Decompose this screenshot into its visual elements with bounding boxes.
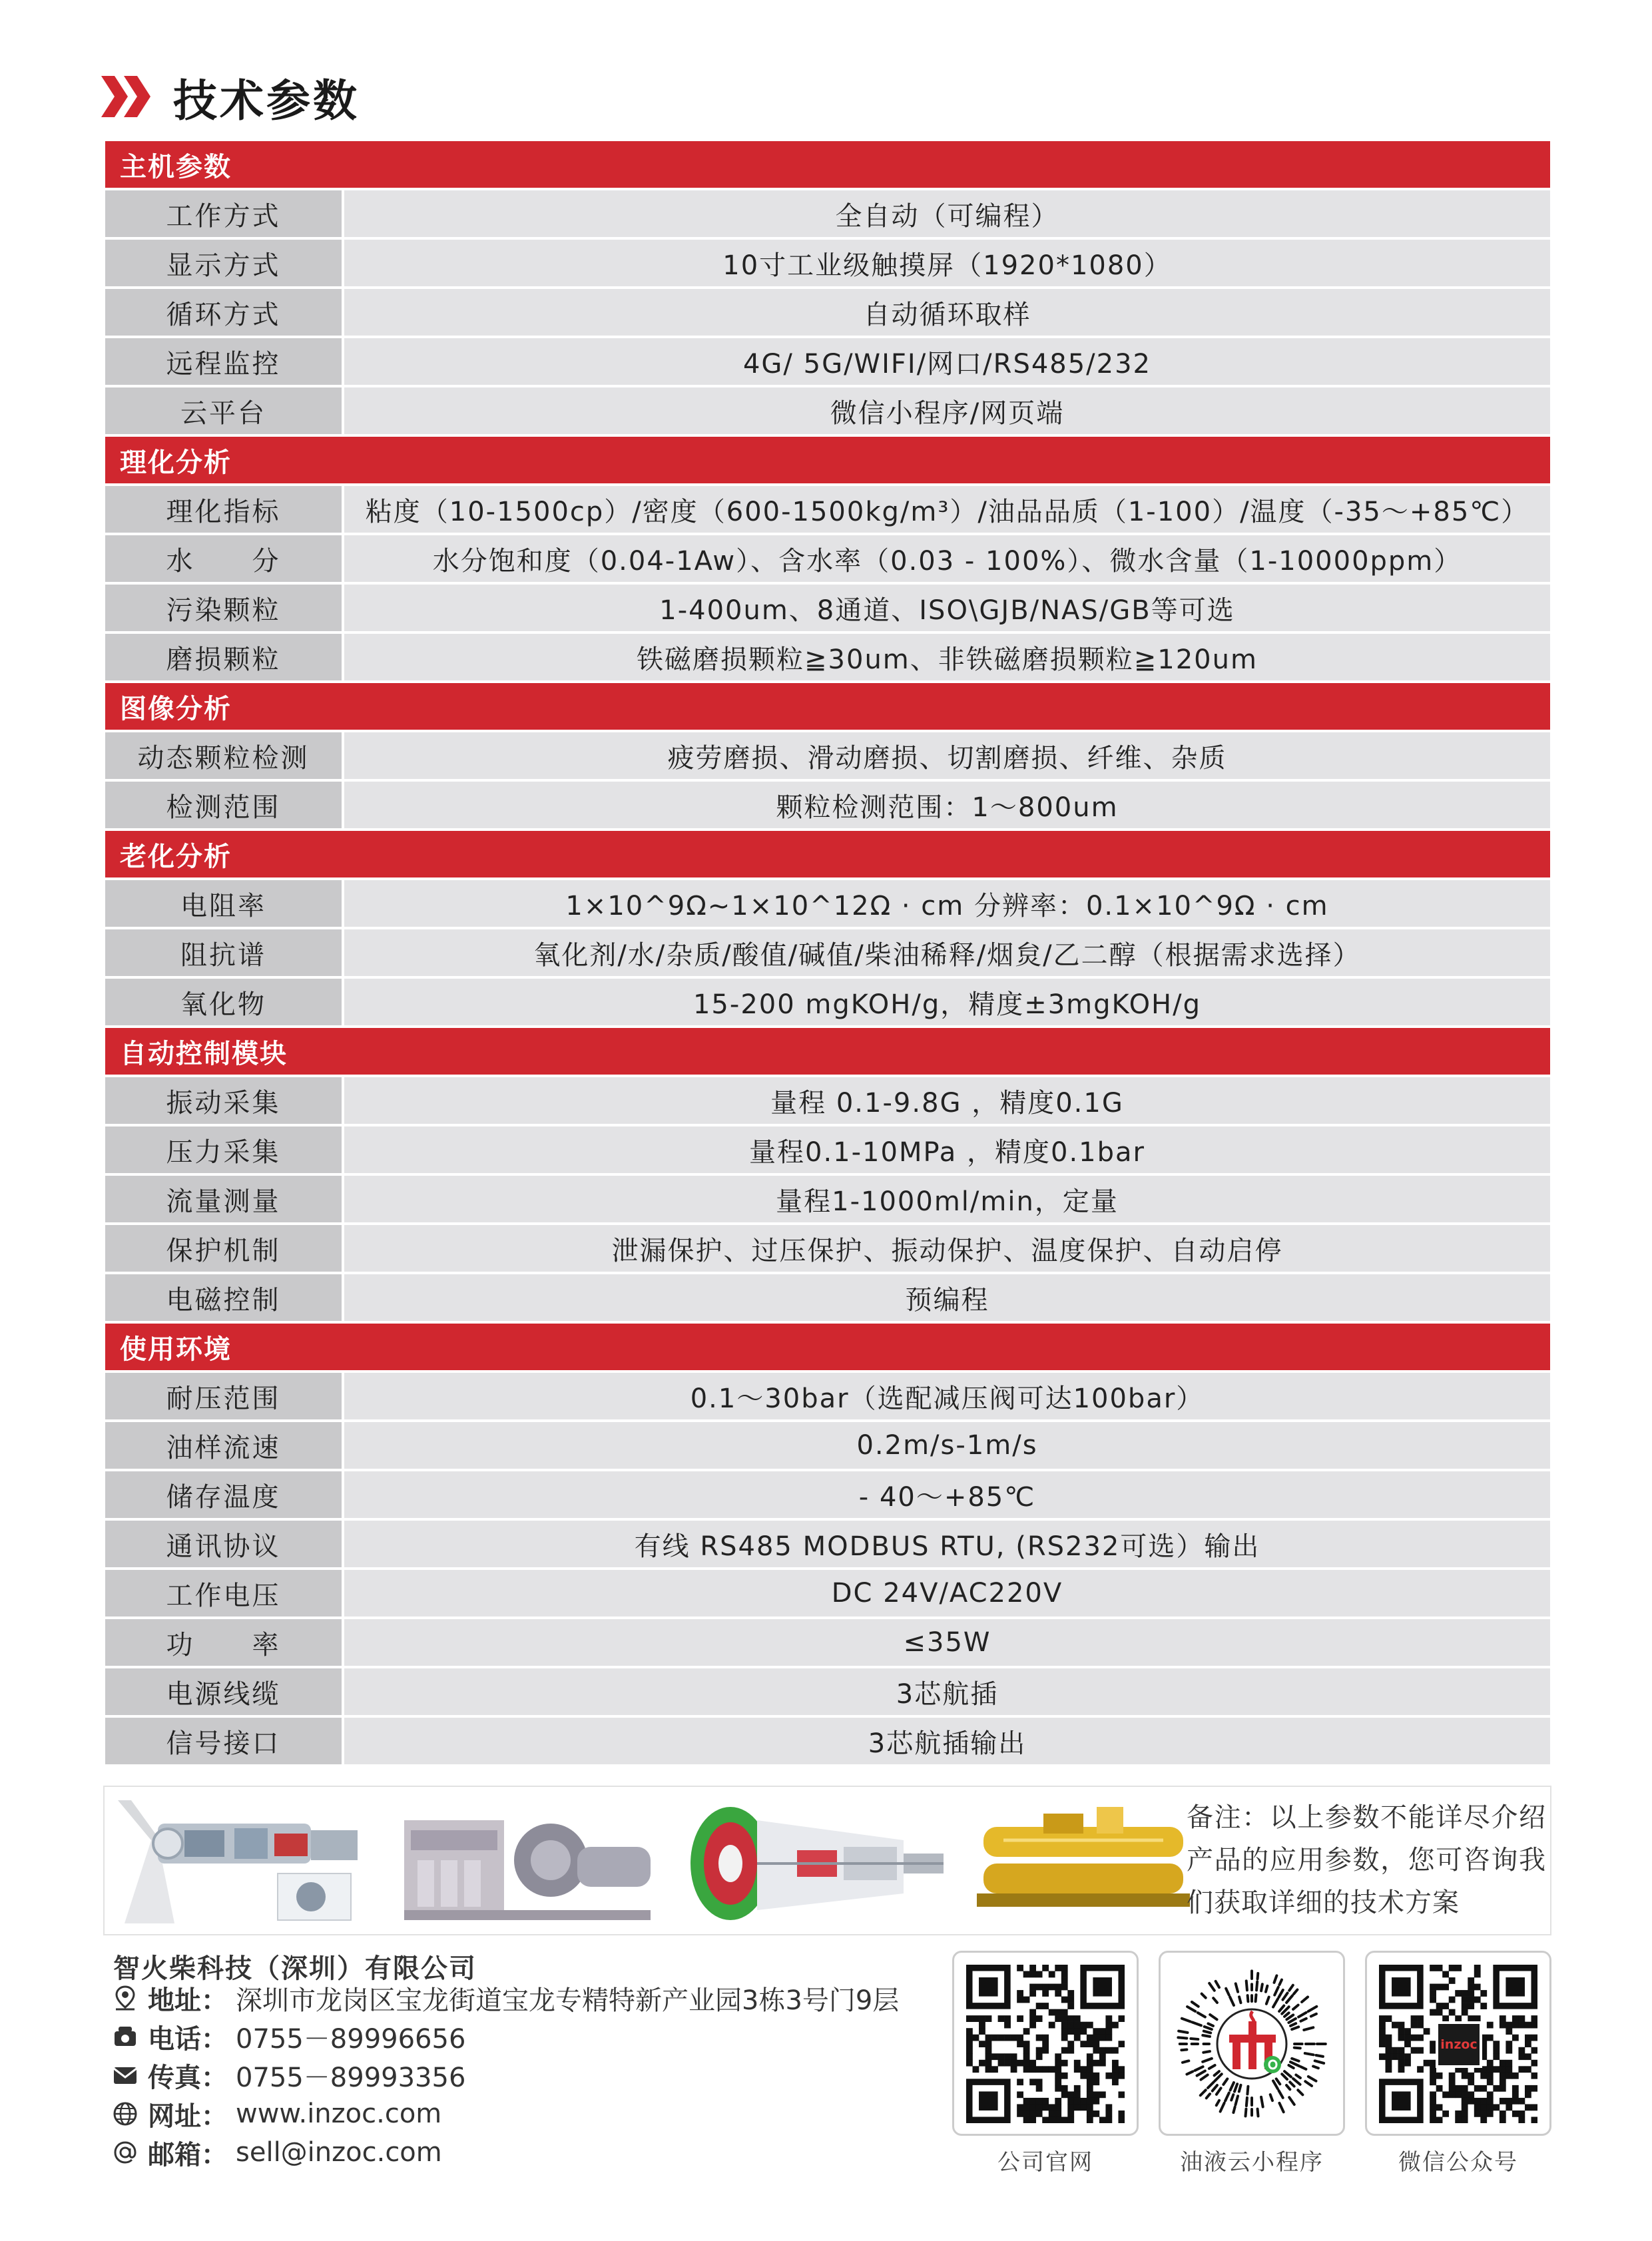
spec-label: 电阻率 bbox=[105, 880, 342, 927]
spec-value: 铁磁磨损颗粒≧30um、非铁磁磨损颗粒≧120um bbox=[344, 634, 1550, 680]
spec-label: 云平台 bbox=[105, 387, 342, 434]
spec-value: 自动循环取样 bbox=[344, 289, 1550, 336]
spec-value: 量程 0.1-9.8G ，精度0.1G bbox=[344, 1077, 1550, 1124]
spec-row bbox=[105, 486, 1550, 533]
spec-row bbox=[105, 585, 1550, 631]
address-label: 地址： bbox=[148, 1985, 228, 2016]
spec-row bbox=[105, 535, 1550, 582]
fax-line bbox=[112, 2058, 465, 2093]
spec-label: 电磁控制 bbox=[105, 1274, 342, 1321]
spec-row bbox=[105, 1422, 1550, 1469]
mini-program-code-pattern bbox=[1173, 1965, 1331, 2123]
qr-code-wechat-account[interactable] bbox=[1365, 1951, 1551, 2136]
spec-label: 动态颗粒检测 bbox=[105, 732, 342, 779]
spec-row bbox=[105, 979, 1550, 1025]
double-chevron-icon bbox=[100, 73, 153, 120]
spec-label: 工作方式 bbox=[105, 190, 342, 237]
website-label: 网址： bbox=[148, 2101, 228, 2132]
qr-caption-wechat-account: 微信公众号 bbox=[1398, 2149, 1518, 2176]
spec-value: 颗粒检测范围：1～800um bbox=[344, 782, 1550, 828]
spec-label: 流量测量 bbox=[105, 1176, 342, 1222]
spec-value: 疲劳磨损、滑动磨损、切割磨损、纤维、杂质 bbox=[344, 732, 1550, 779]
fax-label: 传真： bbox=[148, 2062, 228, 2093]
spec-row bbox=[105, 1225, 1550, 1272]
spec-row bbox=[105, 1570, 1550, 1617]
spec-value: 量程1-1000ml/min，定量 bbox=[344, 1176, 1550, 1222]
email-link[interactable]: sell@inzoc.com bbox=[236, 2137, 442, 2168]
spec-value: 0.1～30bar（选配减压阀可达100bar） bbox=[344, 1373, 1550, 1419]
at-sign-icon bbox=[112, 2139, 138, 2166]
spec-row bbox=[105, 929, 1550, 976]
spec-row bbox=[105, 1668, 1550, 1715]
qr-caption-website: 公司官网 bbox=[997, 2149, 1093, 2176]
spec-label: 阻抗谱 bbox=[105, 929, 342, 976]
spec-row bbox=[105, 240, 1550, 286]
spec-label: 水 分 bbox=[105, 535, 342, 582]
address-value: 深圳市龙岗区宝龙街道宝龙专精特新产业园3栋3号门9层 bbox=[236, 1985, 900, 2016]
spec-value: 3芯航插 bbox=[344, 1668, 1550, 1715]
spec-value: 有线 RS485 MODBUS RTU, (RS232可选）输出 bbox=[344, 1521, 1550, 1567]
spec-label: 通讯协议 bbox=[105, 1521, 342, 1567]
inzoc-logo-badge: inzoc bbox=[1436, 2021, 1482, 2068]
globe-icon bbox=[112, 2101, 138, 2127]
spec-value: DC 24V/AC220V bbox=[344, 1570, 1550, 1617]
section-header: 主机参数 bbox=[105, 141, 1550, 188]
gas-turbine-cutaway-image bbox=[684, 1800, 950, 1923]
spec-row bbox=[105, 1619, 1550, 1666]
spec-row bbox=[105, 782, 1550, 828]
spec-row bbox=[105, 1077, 1550, 1124]
wechat-mini-program-badge-icon bbox=[1264, 2056, 1281, 2073]
qr-code-mini-program[interactable] bbox=[1159, 1951, 1345, 2136]
spec-label: 信号接口 bbox=[105, 1718, 342, 1764]
spec-value: 1-400um、8通道、ISO\GJB/NAS/GB等可选 bbox=[344, 585, 1550, 631]
spec-value: - 40～+85℃ bbox=[344, 1471, 1550, 1518]
spec-value: 氧化剂/水/杂质/酸值/碱值/柴油稀释/烟炱/乙二醇（根据需求选择） bbox=[344, 929, 1550, 976]
website-line[interactable] bbox=[112, 2097, 441, 2131]
spec-row bbox=[105, 1373, 1550, 1419]
spec-row bbox=[105, 1718, 1550, 1764]
spec-value: 15-200 mgKOH/g，精度±3mgKOH/g bbox=[344, 979, 1550, 1025]
spec-label: 功 率 bbox=[105, 1619, 342, 1666]
spec-label: 磨损颗粒 bbox=[105, 634, 342, 680]
spec-value: 泄漏保护、过压保护、振动保护、温度保护、自动启停 bbox=[344, 1225, 1550, 1272]
address-line bbox=[112, 1981, 899, 2015]
spec-label: 耐压范围 bbox=[105, 1373, 342, 1419]
spec-label: 储存温度 bbox=[105, 1471, 342, 1518]
spec-value: 粘度（10-1500cp）/密度（600-1500kg/m³）/油品品质（1-100）/温度（-35～+85℃） bbox=[344, 486, 1550, 533]
spec-label: 循环方式 bbox=[105, 289, 342, 336]
spec-label: 油样流速 bbox=[105, 1422, 342, 1469]
spec-row bbox=[105, 338, 1550, 385]
spec-value: 0.2m/s-1m/s bbox=[344, 1422, 1550, 1469]
wind-turbine-nacelle-image bbox=[111, 1800, 371, 1923]
application-images-strip bbox=[103, 1786, 1551, 1935]
spec-label: 检测范围 bbox=[105, 782, 342, 828]
spec-label: 显示方式 bbox=[105, 240, 342, 286]
spec-row bbox=[105, 1521, 1550, 1567]
fax-value: 0755－89993356 bbox=[236, 2062, 466, 2093]
spec-row bbox=[105, 1176, 1550, 1222]
spec-label: 压力采集 bbox=[105, 1126, 342, 1173]
section-header: 自动控制模块 bbox=[105, 1028, 1550, 1075]
section-header: 使用环境 bbox=[105, 1324, 1550, 1370]
website-link[interactable]: www.inzoc.com bbox=[236, 2099, 442, 2129]
spec-label: 远程监控 bbox=[105, 338, 342, 385]
spec-label: 振动采集 bbox=[105, 1077, 342, 1124]
spec-row bbox=[105, 880, 1550, 927]
spec-label: 电源线缆 bbox=[105, 1668, 342, 1715]
location-pin-icon bbox=[112, 1985, 138, 2011]
spec-row bbox=[105, 190, 1550, 237]
spec-row bbox=[105, 289, 1550, 336]
industrial-compressor-image bbox=[398, 1800, 657, 1923]
telephone-icon bbox=[112, 2023, 138, 2050]
section-header: 老化分析 bbox=[105, 831, 1550, 877]
spec-label: 保护机制 bbox=[105, 1225, 342, 1272]
section-header: 理化分析 bbox=[105, 437, 1550, 483]
spec-value: 量程0.1-10MPa ，精度0.1bar bbox=[344, 1126, 1550, 1173]
spec-value: 3芯航插输出 bbox=[344, 1718, 1550, 1764]
spec-value: ≤35W bbox=[344, 1619, 1550, 1666]
qr-code-website-pattern bbox=[966, 1965, 1125, 2123]
spec-label: 理化指标 bbox=[105, 486, 342, 533]
envelope-icon bbox=[112, 2062, 138, 2089]
phone-line bbox=[112, 2019, 465, 2054]
page-title: 技术参数 bbox=[173, 75, 360, 126]
qr-caption-mini-program: 油液云小程序 bbox=[1180, 2149, 1324, 2176]
qr-code-website[interactable] bbox=[952, 1951, 1139, 2136]
spec-value: 全自动（可编程） bbox=[344, 190, 1550, 237]
spec-value: 4G/ 5G/WIFI/网口/RS485/232 bbox=[344, 338, 1550, 385]
spec-row bbox=[105, 1471, 1550, 1518]
spec-row bbox=[105, 387, 1550, 434]
email-label: 邮箱： bbox=[148, 2139, 228, 2170]
spec-label: 氧化物 bbox=[105, 979, 342, 1025]
spec-value: 1×10^9Ω~1×10^12Ω · cm 分辨率：0.1×10^9Ω · cm bbox=[344, 880, 1550, 927]
spec-row bbox=[105, 634, 1550, 680]
spec-value: 水分饱和度（0.04-1Aw）、含水率（0.03 - 100%）、微水含量（1-10000ppm） bbox=[344, 535, 1550, 582]
spec-table bbox=[105, 141, 1550, 1767]
spec-value: 10寸工业级触摸屏（1920*1080） bbox=[344, 240, 1550, 286]
spec-row bbox=[105, 732, 1550, 779]
phone-label: 电话： bbox=[148, 2023, 228, 2055]
spec-value: 微信小程序/网页端 bbox=[344, 387, 1550, 434]
yellow-chiller-unit-image bbox=[964, 1800, 1203, 1923]
disclaimer-note: 备注：以上参数不能详尽介绍产品的应用参数，您可咨询我们获取详细的技术方案 bbox=[1187, 1802, 1546, 1918]
title-row bbox=[100, 67, 360, 126]
phone-value: 0755－89996656 bbox=[236, 2023, 466, 2055]
spec-label: 污染颗粒 bbox=[105, 585, 342, 631]
spec-row bbox=[105, 1126, 1550, 1173]
spec-value: 预编程 bbox=[344, 1274, 1550, 1321]
email-line[interactable] bbox=[112, 2135, 442, 2170]
section-header: 图像分析 bbox=[105, 683, 1550, 730]
spec-label: 工作电压 bbox=[105, 1570, 342, 1617]
spec-row bbox=[105, 1274, 1550, 1321]
company-name: 智火柴科技（深圳）有限公司 bbox=[113, 1953, 477, 1984]
